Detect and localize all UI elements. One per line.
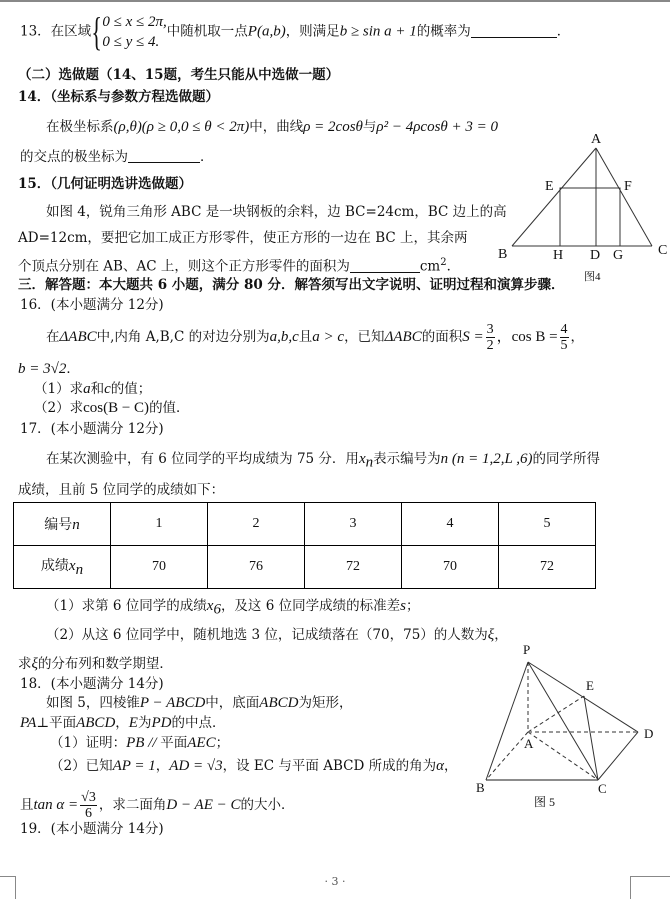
label-d: D — [644, 726, 654, 741]
table-cell: 70 — [111, 546, 208, 589]
table-cell: 2 — [208, 503, 305, 546]
numerator: 4 — [560, 322, 568, 337]
q18-line2 — [20, 714, 225, 732]
question-13 — [20, 9, 571, 54]
q18-p2-text2: ，设 EC 与平面 ABCD 所成的角为 — [222, 758, 437, 774]
q14-text: 在极坐标系 — [46, 119, 114, 135]
q18-text7: ，求二面角 — [98, 797, 167, 813]
q18-line1 — [46, 694, 352, 712]
table-cell: 72 — [499, 546, 596, 589]
q15-line3 — [18, 254, 460, 276]
var-s: s — [400, 598, 406, 614]
q14-coord: (ρ,θ)(ρ ≥ 0,0 ≤ θ < 2π) — [113, 119, 250, 135]
edge-ab-hidden — [486, 732, 528, 780]
label-b: B — [498, 247, 508, 262]
q16-text2: 中,内角 A,B,C 的对边分别为 — [96, 329, 270, 345]
q13-system — [102, 12, 166, 52]
label-b: B — [476, 780, 485, 795]
q14-and: 与 — [362, 119, 377, 135]
q18-dihedral: D − AE − C — [166, 797, 241, 813]
var-n: n — [72, 517, 80, 533]
label-a: A — [524, 736, 534, 751]
var-xi: ξ — [487, 627, 495, 643]
q13-number: 13．在区域 — [20, 23, 92, 40]
table-header-id — [14, 503, 111, 546]
q19-title: 19．(本小题满分 14分) — [20, 821, 164, 837]
side-ac — [596, 148, 652, 246]
q18-abcd: ABCD — [76, 715, 116, 731]
brace: { — [91, 9, 103, 54]
q14-curve1: ρ = 2cosθ — [303, 119, 363, 135]
var-x: x — [68, 558, 76, 575]
q18-p1-text: （1）证明： — [50, 735, 127, 751]
q16-triangle2: ΔABC — [384, 329, 422, 345]
semicolon: ； — [405, 598, 420, 614]
label-d: D — [590, 248, 601, 263]
q15-line2: AD=12cm，要把它加工成正方形零件，使正方形的一边在 BC 上，其余两 — [18, 230, 468, 246]
q18-text5: 的中点． — [171, 715, 226, 731]
q18-base: ABCD — [259, 695, 299, 711]
q13-ineq1: 0 ≤ x ≤ 2π, — [102, 14, 167, 30]
q18-text2: 中，底面 — [205, 695, 260, 711]
q17-text: 求 — [18, 656, 32, 672]
q16-line1 — [46, 322, 584, 353]
comma: ， — [155, 758, 170, 774]
q17-part2-line2 — [18, 655, 173, 673]
q13-point: P(a,b) — [247, 23, 286, 40]
q18-ad: AD = √3 — [169, 758, 223, 774]
var-c: c — [104, 381, 111, 397]
table-cell: 3 — [305, 503, 402, 546]
denominator: 5 — [560, 338, 568, 353]
top-border — [0, 0, 670, 2]
q15-title: 15．（几何证明选讲选做题） — [18, 176, 193, 192]
table-cell: 72 — [305, 546, 402, 589]
label-f: F — [624, 179, 632, 194]
q18-text: 如图 5，四棱锥 — [46, 695, 140, 711]
header-text: 成绩 — [40, 559, 69, 575]
label-c: C — [658, 243, 668, 258]
q16-text3: 且 — [298, 329, 313, 345]
edge-pb — [486, 662, 528, 780]
answer-blank[interactable] — [350, 258, 420, 273]
edge-ae-hidden — [528, 696, 584, 732]
var-alpha: α — [436, 758, 444, 774]
q18-perp: ⊥平面 — [36, 715, 77, 731]
q16-part2 — [34, 399, 190, 417]
q17-p1-text2: ，及这 6 位同学成绩的标准差 — [220, 598, 401, 614]
label-g: G — [613, 248, 624, 263]
q13-ineq2: 0 ≤ y ≤ 4. — [102, 34, 160, 50]
unit-sup: 2 — [440, 257, 447, 268]
edge-ac-hidden — [528, 732, 598, 780]
var-e: E — [128, 715, 138, 731]
sub-6: 6 — [213, 601, 221, 618]
comma: ， — [494, 627, 508, 643]
q18-pa: PA — [20, 715, 37, 731]
label-e: E — [586, 678, 594, 693]
label-h: H — [553, 248, 564, 263]
q16-sides: a,b,c — [269, 329, 299, 345]
q17-line1 — [46, 450, 600, 472]
q18-text4: 为 — [137, 715, 152, 731]
comma: ， — [443, 758, 458, 774]
q16-triangle: ΔABC — [59, 329, 97, 345]
fraction-sqrt3-6 — [80, 790, 97, 821]
comma: ， — [115, 715, 129, 731]
q16-cond: a > c — [312, 329, 345, 345]
q16-bval — [18, 360, 80, 378]
q16-title: 16．(本小题满分 12分) — [20, 297, 164, 313]
q17-part1 — [46, 597, 419, 619]
q18-title: 18．(本小题满分 14分) — [20, 676, 164, 692]
var-x: x — [206, 598, 214, 614]
q18-line4 — [20, 790, 295, 821]
q18-text6: 且 — [20, 797, 34, 813]
q18-text8: 的大小． — [240, 797, 295, 813]
q16-text4: ，已知 — [344, 329, 385, 345]
q13-text3: 的概率为 — [416, 23, 471, 40]
score-table — [13, 502, 596, 589]
period: ． — [446, 258, 461, 275]
denominator: 2 — [486, 338, 494, 353]
q16-text5: 的面积 — [421, 329, 463, 345]
side-ab — [512, 148, 596, 246]
answer-blank[interactable] — [128, 148, 200, 163]
q18-ap: AP = 1 — [112, 758, 156, 774]
sub-n: n — [365, 454, 374, 471]
q17-part2 — [46, 626, 508, 644]
period: ． — [200, 149, 214, 165]
comma: ， — [570, 329, 585, 345]
q16-p2-post: 的值． — [149, 400, 190, 416]
q17-line2: 成绩，且前 5 位同学的成绩如下： — [18, 482, 225, 498]
numerator: 3 — [486, 322, 494, 337]
q18-text3: 为矩形， — [298, 695, 353, 711]
denominator: 6 — [85, 806, 93, 821]
var-a: a — [83, 381, 91, 397]
q18-part2 — [50, 757, 457, 775]
numerator: √3 — [81, 790, 96, 805]
figure-5-caption: 图 5 — [534, 795, 556, 809]
q14-title: 14．（坐标系与参数方程选做题） — [18, 89, 220, 105]
q16-p1-text: （1）求 — [34, 381, 84, 397]
unit: cm — [419, 258, 441, 275]
label-p: P — [523, 642, 531, 657]
table-cell: 5 — [499, 503, 596, 546]
var-xi: ξ — [31, 656, 38, 672]
page-number: · 3 · — [324, 875, 346, 888]
table-header-score — [14, 546, 111, 589]
q18-aec: AEC — [187, 735, 216, 751]
q16-p1-post: 的值； — [110, 381, 152, 397]
q14-line1 — [46, 118, 498, 136]
q14-text2: 中，曲线 — [249, 119, 304, 135]
figure-4-triangle — [490, 126, 670, 286]
fraction-3-2 — [486, 322, 495, 353]
var-x: x — [358, 451, 366, 467]
q16-cosb: ，cos B = — [496, 329, 558, 345]
semicolon: ； — [215, 735, 230, 751]
table-row — [14, 546, 596, 589]
period: ． — [556, 23, 571, 40]
q17-text2: 表示编号为 — [373, 451, 441, 467]
q14-curve2: ρ² − 4ρcosθ + 3 = 0 — [376, 119, 499, 135]
q17-text: 在某次测验中，有 6 位同学的平均成绩为 75 分．用 — [46, 451, 359, 467]
period: ． — [66, 361, 80, 377]
figure-5-pyramid — [470, 636, 668, 812]
q17-title: 17．(本小题满分 12分) — [20, 421, 164, 437]
q18-pb-parallel: PB // — [126, 735, 161, 751]
q17-p1-text: （1）求第 6 位同学的成绩 — [46, 598, 207, 614]
sub-n: n — [75, 561, 84, 578]
q15-line1: 如图 4，锐角三角形 ABC 是一块钢板的余料，边 BC=24cm，BC 边上的高 — [46, 204, 507, 220]
q18-tan: tan α = — [33, 797, 79, 813]
q18-plane: 平面 — [160, 735, 188, 751]
q18-part1 — [50, 734, 229, 752]
table-row — [14, 503, 596, 546]
edge-cd — [598, 732, 638, 780]
header-text: 编号 — [44, 518, 73, 533]
q17-n-expr: n (n = 1,2,L ,6) — [440, 451, 533, 467]
q16-p2-expr: cos(B − C) — [83, 400, 150, 416]
square-efgh — [560, 188, 620, 246]
q16-and: 和 — [90, 381, 105, 397]
q16-text: 在 — [46, 329, 60, 345]
table-cell: 4 — [402, 503, 499, 546]
figure-4-caption: 图4 — [584, 271, 601, 283]
label-a: A — [591, 132, 602, 147]
q18-p2-text: （2）已知 — [50, 758, 113, 774]
q16-area-label: S = — [462, 329, 484, 345]
section-2-title: （二）选做题（14、15题，考生只能从中选做一题） — [18, 67, 340, 83]
q18-pyramid: P − ABCD — [139, 695, 206, 711]
q14-line2 — [20, 148, 214, 166]
fraction-4-5 — [560, 322, 569, 353]
q18-pd: PD — [151, 715, 172, 731]
table-cell: 1 — [111, 503, 208, 546]
table-cell: 70 — [402, 546, 499, 589]
q16-p2-text: （2）求 — [34, 400, 84, 416]
q16-b-value: b = 3√2 — [18, 361, 67, 377]
answer-blank[interactable] — [471, 23, 557, 38]
q17-p2-text: （2）从这 6 位同学中，随机地选 3 位，记成绩落在（70，75）的人数为 — [46, 627, 488, 643]
label-c: C — [598, 781, 607, 796]
q13-text: 中随机取一点 — [166, 23, 248, 40]
q14-text3: 的交点的极坐标为 — [20, 149, 128, 165]
q13-text2: ，则满足 — [285, 23, 340, 40]
table-cell: 76 — [208, 546, 305, 589]
q13-condition: b ≥ sin a + 1 — [339, 23, 417, 40]
q15-text: 个顶点分别在 AB、AC 上，则这个正方形零件的面积为 — [18, 258, 350, 275]
q16-part1 — [34, 380, 151, 398]
q17-text2: 的分布列和数学期望． — [37, 656, 173, 672]
q17-text3: 的同学所得 — [532, 451, 601, 467]
section-3-title: 三．解答题：本大题共 6 小题，满分 80 分．解答须写出文字说明、证明过程和演算步骤． — [18, 277, 565, 293]
label-e: E — [545, 179, 554, 194]
